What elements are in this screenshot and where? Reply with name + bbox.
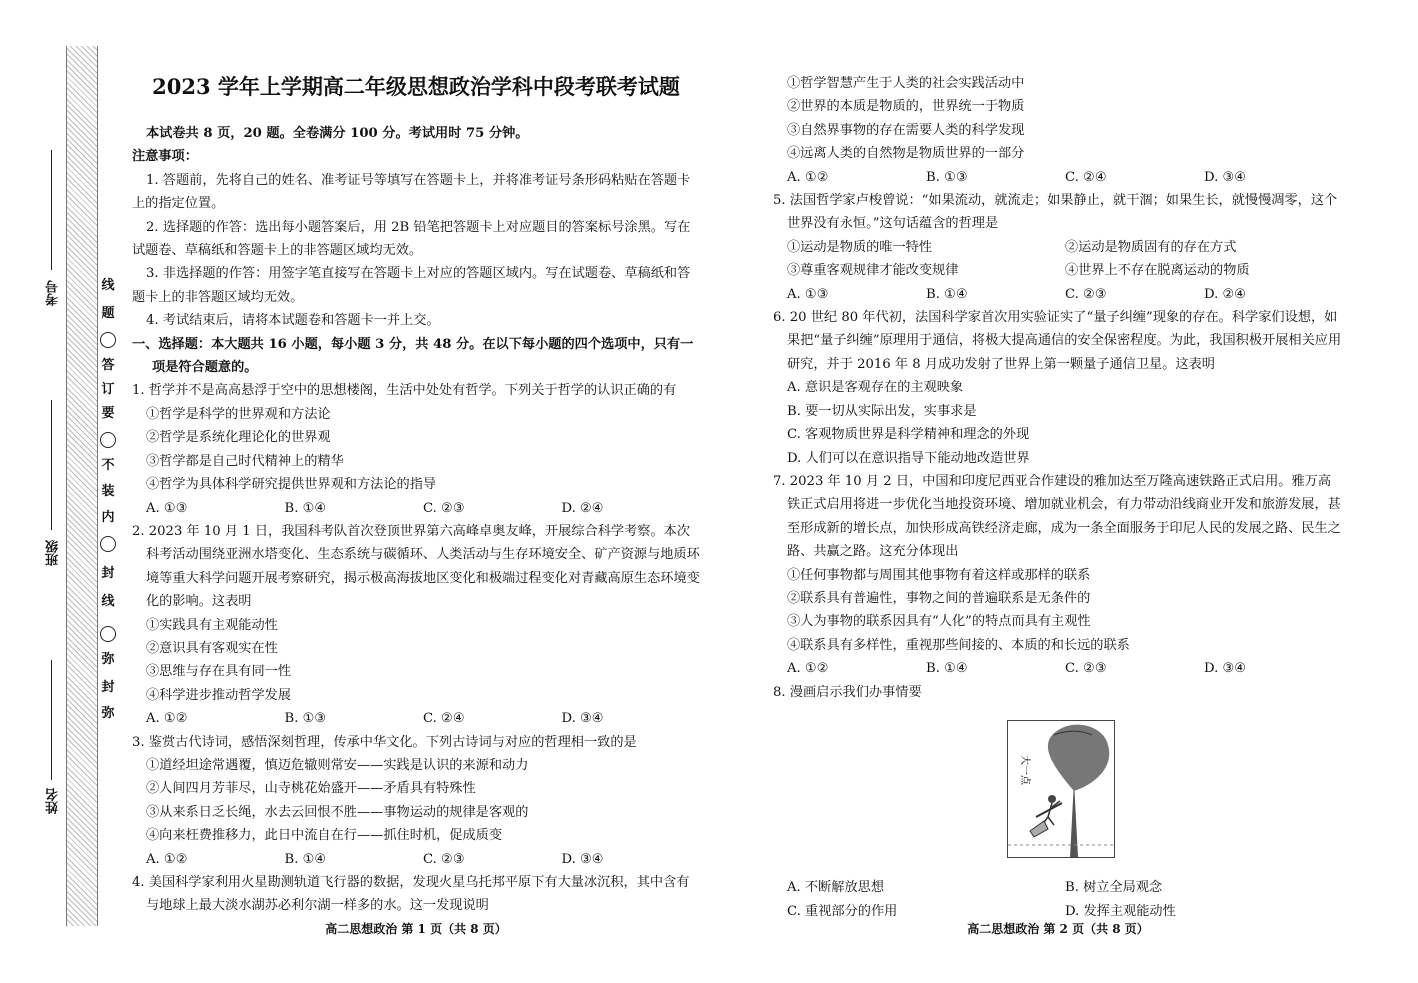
page-1	[132, 0, 700, 918]
question-item: ①哲学智慧产生于人类的社会实践活动中	[787, 76, 1025, 91]
option: A. ①③	[146, 500, 188, 516]
option: D. 发挥主观能动性	[1065, 903, 1176, 919]
question-item: ④远离人类的自然物是物质世界的一部分	[787, 146, 1025, 162]
answer-options	[773, 166, 1343, 189]
option: C. ②③	[423, 500, 465, 516]
seal-line	[98, 278, 118, 721]
option: D. ③④	[1204, 169, 1247, 185]
question-stem: 7. 2023 年 10 月 2 日，中国和印度尼西亚合作建设的雅加达至万隆高速铁路正式启用。雅万高铁正式启用将进一步优化当地投资环境、增加就业机会，有力带动沿线商业开发和旅游发展，甚至形成新的增长点，加快形成高铁经济走廊，成为一条全面服务于印尼人民的发展之路、民生之路、共赢之路。这充分体现出	[773, 473, 1341, 560]
seal-char: 封	[101, 680, 115, 695]
option: D. ③④	[1204, 661, 1247, 677]
question-item: ②哲学是系统化理论化的世界观	[146, 430, 331, 446]
question-item: ①哲学是科学的世界观和方法论	[146, 406, 331, 422]
option: C. ②④	[423, 711, 465, 727]
question-item: ②运动是物质固有的存在方式	[1065, 239, 1237, 255]
answer-options	[773, 283, 1343, 306]
exam-title: 2023 学年上学期高二年级思想政治学科中段考联考试题	[152, 74, 680, 99]
question-item: ④向来枉费推移力，此日中流自在行——抓住时机，促成质变	[146, 828, 503, 844]
question-stem: 3. 鉴赏古代诗词，感悟深刻哲理，传承中华文化。下列古诗词与对应的哲理相一致的是	[132, 734, 637, 750]
question-item: ①任何事物都与周围其他事物有着这样或那样的联系	[787, 567, 1091, 583]
option: B. 要一切从实际出发，实事求是	[787, 403, 977, 419]
name-line	[51, 660, 52, 780]
option: A. ①②	[146, 711, 188, 727]
exam-number-line	[51, 150, 52, 270]
notice-item: 3. 非选择题的作答：用签字笔直接写在答题卡上对应的答题区域内。写在试题卷、草稿纸和答题卡上的非答题区域均无效。	[132, 266, 691, 305]
question-stem: 8. 漫画启示我们办事情要	[773, 684, 922, 700]
question-item: ④科学进步推动哲学发展	[146, 687, 292, 703]
question-item: ③自然界事物的存在需要人类的科学发现	[787, 122, 1025, 138]
name-field	[40, 660, 66, 840]
question-item: ③思维与存在具有同一性	[146, 664, 292, 680]
question-stem: 1. 哲学并不是高高悬浮于空中的思想楼阁，生活中处处有哲学。下列关于哲学的认识正确的有	[132, 383, 677, 399]
option: D. ②④	[561, 500, 604, 516]
option: C. 客观物质世界是科学精神和理念的外现	[787, 427, 1030, 443]
question-items	[773, 236, 1343, 283]
notice-item: 1. 答题前，先将自己的姓名、准考证号等填写在答题卡上，并将准考证号条形码粘贴在答题卡上的指定位置。	[132, 172, 691, 212]
exam-number-label: 考号	[46, 280, 61, 306]
answer-options	[132, 497, 700, 520]
question-stem: 6. 20 世纪 80 年代初，法国科学家首次用实验证实了“量子纠缠”现象的存在。科学家们设想，如果把“量子纠缠”原理用于通信，将极大提高通信的安全保密程度。为此，我国积极开展相关应用研究，并于 2016 年 8 月成功发射了世界上第一颗量子通信卫星。这表明	[773, 310, 1342, 372]
page-2-footer: 高二思想政治 第 2 页（共 8 页）	[967, 922, 1149, 936]
option: B. ①④	[284, 851, 327, 867]
question-stem: 4. 美国科学家利用火星勘测轨道飞行器的数据，发现火星乌托邦平原下有大量冰沉积，其中含有与地球上最大淡水湖苏必利尔湖一样多的水。这一发现说明	[132, 875, 690, 914]
question-item: ④世界上不存在脱离运动的物质	[1065, 263, 1250, 279]
answer-options	[773, 876, 1343, 923]
question-item: ②意识具有客观实在性	[146, 640, 278, 656]
seal-char: 弥	[101, 652, 115, 667]
question-item: ③人为事物的联系因具有“人化”的特点而具有主观性	[787, 614, 1091, 630]
option: A. 不断解放思想	[787, 880, 885, 896]
option: B. ①④	[926, 661, 968, 677]
question-item: ④联系具有多样性，重视那些间接的、本质的和长远的联系	[787, 637, 1130, 653]
option: C. ②③	[423, 851, 465, 867]
seal-ring	[100, 626, 116, 642]
seal-char: 不	[101, 458, 115, 473]
section-heading: 一、选择题：本大题共 16 小题，每小题 3 分，共 48 分。在以下每小题的四个选项中，只有一项是符合题意的。	[132, 336, 694, 376]
cartoon-caption: 大一点	[1019, 754, 1030, 785]
option: C. ②③	[1065, 661, 1107, 677]
option: A. 意识是客观存在的主观映象	[787, 380, 964, 396]
seal-char: 线	[101, 278, 115, 293]
question-stem: 2. 2023 年 10 月 1 日，我国科考队首次登顶世界第六高峰卓奥友峰，开展综合科学考察。本次科考活动围绕亚洲水塔变化、生态系统与碳循环、人类活动与生存环境安全、矿产资源与地质环境等重大科学问题开展考察研究，揭示极高海拔地区变化和极端过程变化对青藏高原生态环境变化的影响。这表明	[132, 523, 700, 610]
seal-char: 线	[101, 594, 115, 609]
seal-char: 题	[101, 306, 115, 321]
notice-item: 2. 选择题的作答：选出每小题答案后，用 2B 铅笔把答题卡上对应题目的答案标号涂黑。写在试题卷、草稿纸和答题卡上的非答题区域均无效。	[132, 219, 691, 259]
option: D. ③④	[561, 851, 604, 867]
question-item: ①实践具有主观能动性	[146, 617, 278, 633]
class-field	[40, 400, 66, 600]
seal-ring	[100, 432, 116, 448]
answer-options	[132, 707, 700, 730]
option: B. ①④	[284, 500, 327, 516]
question-stem: 5. 法国哲学家卢梭曾说：“如果流动，就流走；如果静止，就干涸；如果生长，就慢慢凋零，这个世界没有永恒。”这句话蕴含的哲理是	[773, 193, 1338, 232]
question-item: ③从来系日乏长绳，水去云回恨不胜——事物运动的规律是客观的	[146, 804, 529, 820]
option: A. ①②	[787, 169, 829, 185]
class-label: 班级	[46, 540, 61, 566]
option: A. ①②	[146, 851, 188, 867]
option: B. 树立全局观念	[1065, 880, 1163, 896]
cartoon-image	[1007, 720, 1115, 858]
question-item: ①运动是物质的唯一特性	[787, 239, 933, 255]
class-line	[51, 400, 52, 530]
seal-char: 装	[101, 484, 115, 499]
notice-heading: 注意事项：	[132, 149, 198, 165]
question-item: ③尊重客观规律才能改变规律	[787, 263, 959, 279]
option: A. ①②	[787, 661, 829, 677]
option: D. ③④	[561, 711, 604, 727]
seal-char: 弥	[101, 706, 115, 721]
question-item: ③哲学都是自己时代精神上的精华	[146, 453, 344, 469]
exam-intro: 本试卷共 8 页，20 题。全卷满分 100 分。考试用时 75 分钟。	[146, 126, 529, 141]
notice-item: 4. 考试结束后，请将本试题卷和答题卡一并上交。	[146, 313, 440, 329]
option: D. ②④	[1204, 286, 1247, 302]
seal-char: 要	[101, 406, 115, 421]
option: D. 人们可以在意识指导下能动地改造世界	[787, 450, 1030, 466]
seal-ring	[100, 332, 116, 348]
question-item: ②联系具有普遍性，事物之间的普遍联系是无条件的	[787, 590, 1091, 606]
seal-ring	[100, 536, 116, 552]
question-item: ④哲学为具体科学研究提供世界观和方法论的指导	[146, 477, 437, 493]
exam-number-field	[40, 150, 66, 330]
page-1-footer: 高二思想政治 第 1 页（共 8 页）	[325, 922, 507, 936]
question-item: ②世界的本质是物质的，世界统一于物质	[787, 99, 1025, 115]
seal-char: 订	[101, 382, 115, 397]
option: B. ①③	[284, 711, 327, 727]
option: A. ①③	[787, 286, 829, 302]
option: B. ①③	[926, 169, 968, 185]
seal-char: 内	[101, 510, 115, 525]
name-label: 姓名	[46, 788, 61, 814]
option: C. ②④	[1065, 169, 1107, 185]
option: C. ②③	[1065, 286, 1107, 302]
binding-strip	[66, 46, 98, 926]
option: C. 重视部分的作用	[787, 903, 898, 919]
page-2	[773, 72, 1343, 923]
answer-options	[132, 848, 700, 871]
option: B. ①④	[926, 286, 968, 302]
answer-options	[773, 657, 1343, 680]
question-item: ②人间四月芳菲尽，山寺桃花始盛开——矛盾具有特殊性	[146, 781, 476, 797]
seal-char: 答	[101, 358, 115, 373]
question-item: ①道经坦途常遇覆，慎迈危辙则常安——实践是认识的来源和动力	[146, 757, 529, 773]
seal-char: 封	[101, 566, 115, 581]
